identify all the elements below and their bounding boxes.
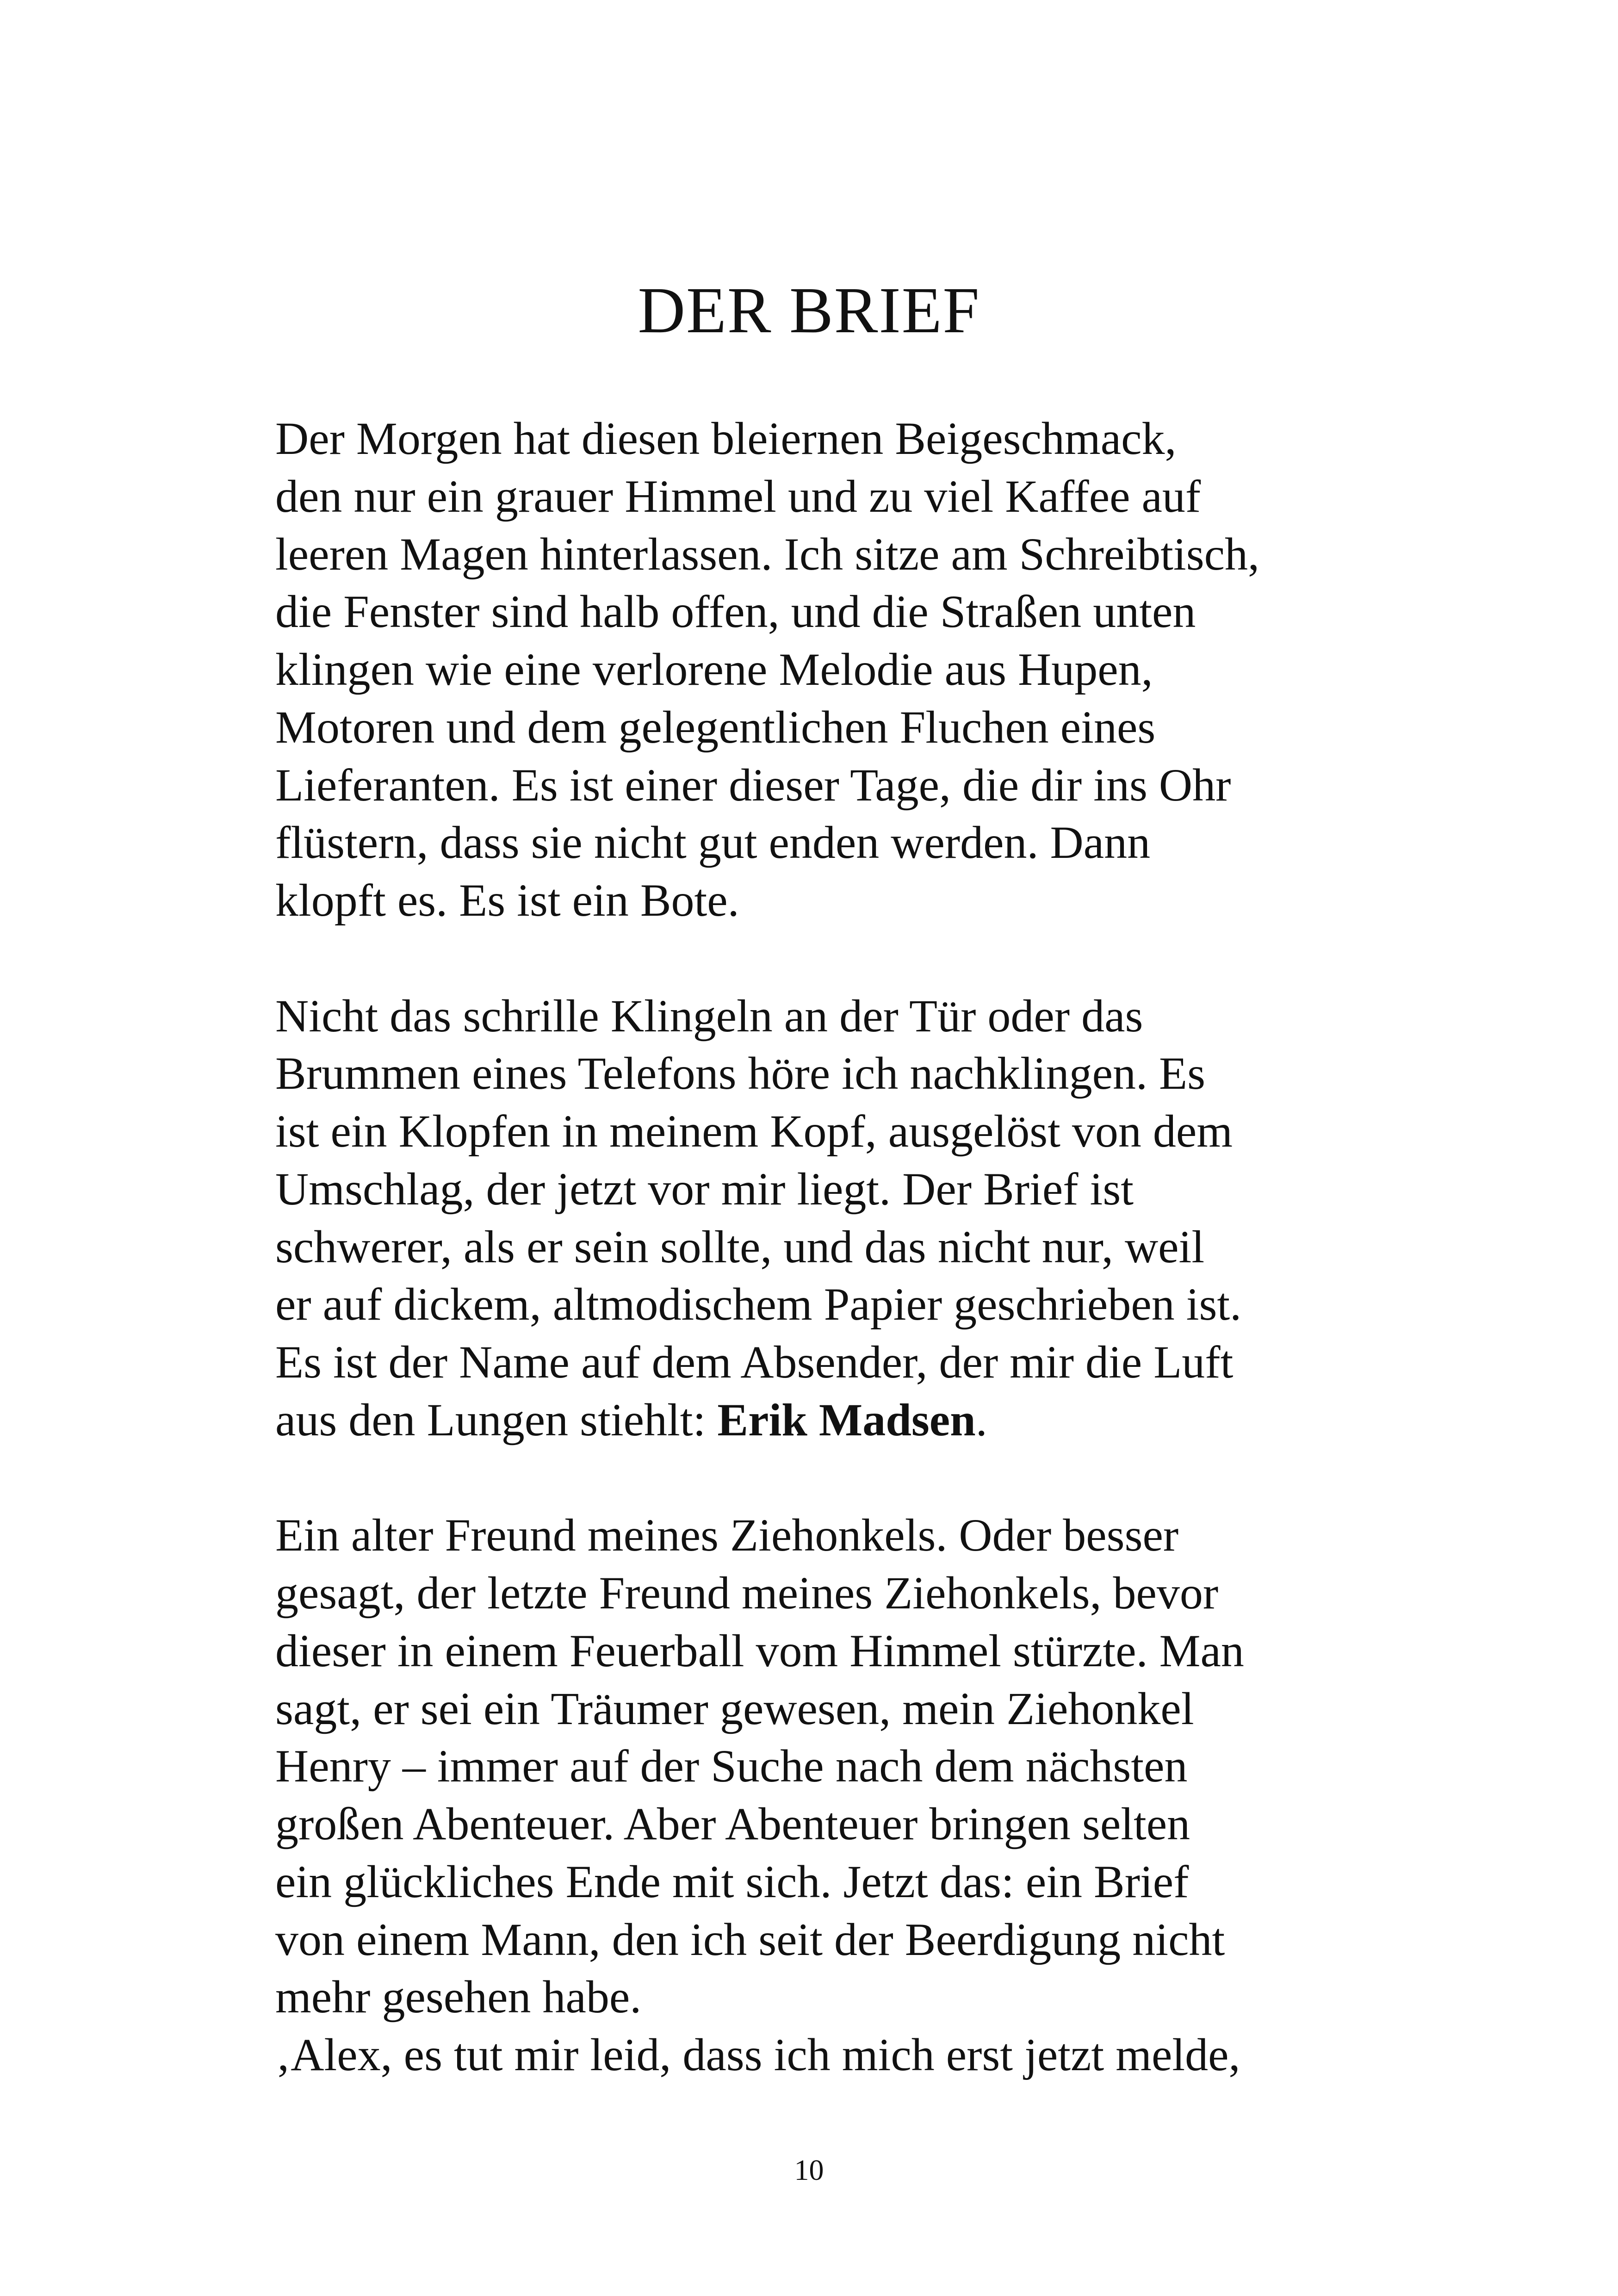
text-line: mehr gesehen habe.: [275, 1971, 642, 2023]
text-line: Der Morgen hat diesen bleiernen Beigeschmack,: [275, 413, 1177, 464]
text-line: klingen wie eine verlorene Melodie aus Hupen,: [275, 644, 1153, 695]
text-line: ein glückliches Ende mit sich. Jetzt das: ein Brief: [275, 1855, 1189, 1907]
text-line: Lieferanten. Es ist einer dieser Tage, die dir ins Ohr: [275, 759, 1231, 811]
bold-name: Erik Madsen: [717, 1394, 976, 1446]
text-line: klopft es. Es ist ein Bote.: [275, 875, 739, 926]
text-line: flüstern, dass sie nicht gut enden werden. Dann: [275, 817, 1151, 869]
text-line: leeren Magen hinterlassen. Ich sitze am Schreibtisch,: [275, 528, 1260, 580]
chapter-title: DER BRIEF: [638, 273, 980, 347]
text-segment: aus den Lungen stiehlt:: [275, 1394, 718, 1446]
text-line: von einem Mann, den ich seit der Beerdigung nicht: [275, 1913, 1225, 1965]
text-line: sagt, er sei ein Träumer gewesen, mein Ziehonkel: [275, 1682, 1194, 1734]
text-line: Motoren und dem gelegentlichen Fluchen eines: [275, 701, 1156, 753]
text-line: er auf dickem, altmodischem Papier geschrieben ist.: [275, 1278, 1242, 1330]
paragraph: [275, 410, 1386, 930]
text-line: gesagt, der letzte Freund meines Ziehonkels, bevor: [275, 1567, 1219, 1619]
text-line: ‚Alex, es tut mir leid, dass ich mich erst jetzt melde,: [275, 2029, 1240, 2080]
text-line: [275, 1391, 1386, 1449]
text-line: ist ein Klopfen in meinem Kopf, ausgelöst von dem: [275, 1105, 1233, 1157]
text-line: dieser in einem Feuerball vom Himmel stürzte. Man: [275, 1625, 1244, 1676]
text-line: den nur ein grauer Himmel und zu viel Kaffee auf: [275, 470, 1201, 522]
text-line: die Fenster sind halb offen, und die Straßen unten: [275, 586, 1196, 638]
paragraph: [275, 987, 1386, 1449]
text-line: Henry – immer auf der Suche nach dem nächsten: [275, 1740, 1188, 1792]
text-line: Nicht das schrille Klingeln an der Tür oder das: [275, 990, 1143, 1042]
paragraph-gap: [275, 1449, 1386, 1507]
text-line: schwerer, als er sein sollte, und das nicht nur, weil: [275, 1221, 1205, 1272]
text-line: großen Abenteuer. Aber Abenteuer bringen selten: [275, 1798, 1190, 1849]
text-line: Umschlag, der jetzt vor mir liegt. Der Brief ist: [275, 1163, 1134, 1215]
text-line: Es ist der Name auf dem Absender, der mir die Luft: [275, 1336, 1234, 1388]
paragraph-gap: [275, 930, 1386, 987]
text-line: Brummen eines Telefons höre ich nachklingen. Es: [275, 1048, 1206, 1099]
body-text: [275, 410, 1386, 2084]
page-number: 10: [794, 2153, 824, 2186]
text-line: Ein alter Freund meines Ziehonkels. Oder besser: [275, 1509, 1179, 1561]
text-segment: .: [975, 1394, 987, 1446]
paragraph: [275, 1507, 1386, 2084]
